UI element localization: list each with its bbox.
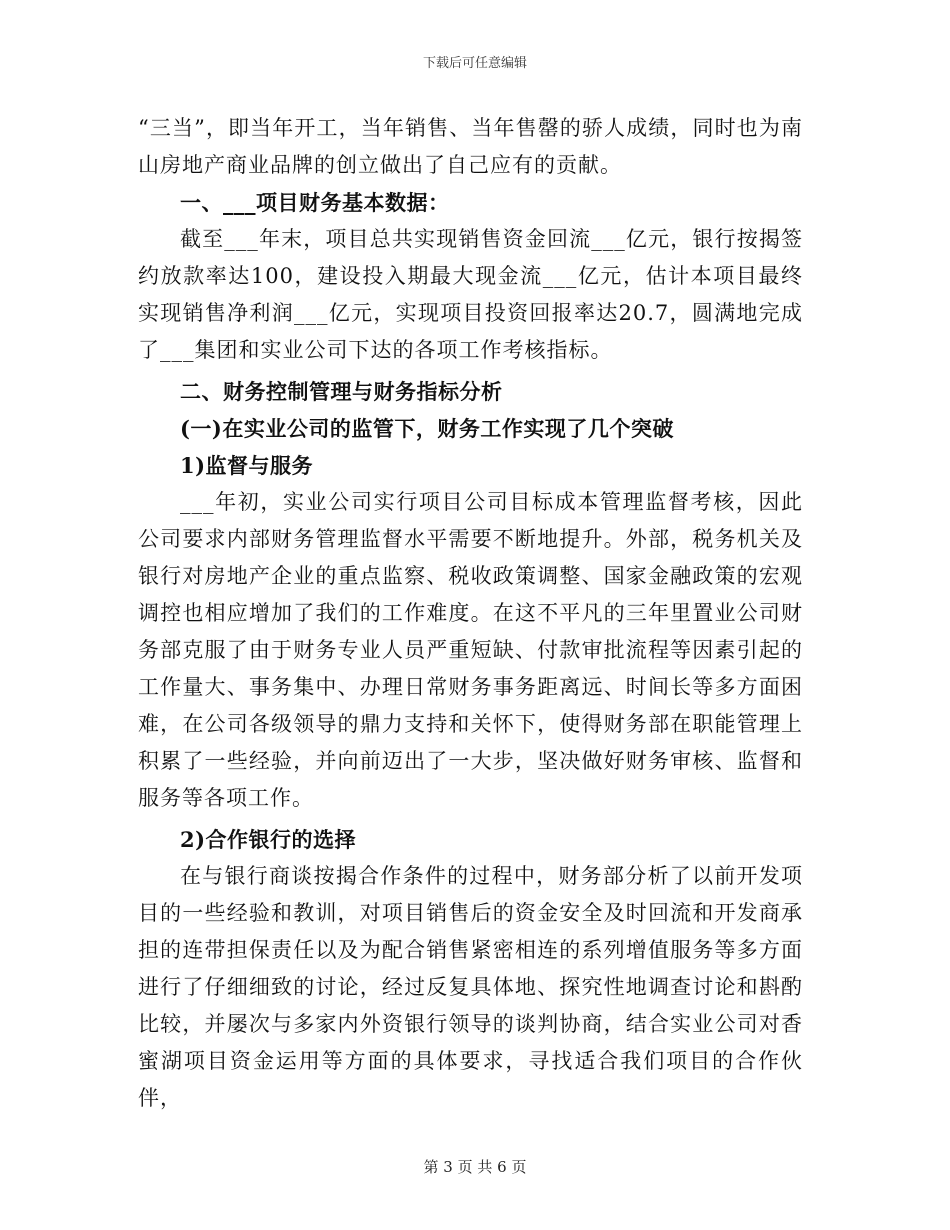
- page-footer: 第 3 页 共 6 页: [423, 1158, 527, 1176]
- paragraph-financial-data: 截至___年末，项目总共实现销售资金回流___亿元，银行按揭签约放款率达100，建设投入期最大现金流___亿元，估计本项目最终实现销售净利润___亿元，实现项目投资回报率达20.7，圆满地完成了___集团和实业公司下达的各项工作考核指标。: [138, 227, 803, 362]
- item-heading-bank-selection: 2)合作银行的选择: [180, 827, 357, 852]
- item-heading-supervision: 1)监督与服务: [180, 453, 314, 478]
- paragraph-intro: “三当”，即当年开工，当年销售、当年售罄的骄人成绩，同时也为南山房地产商业品牌的创立做出了自己应有的贡献。: [138, 116, 803, 177]
- paragraph-supervision: ___年初，实业公司实行项目公司目标成本管理监督考核，因此公司要求内部财务管理监督水平需要不断地提升。外部，税务机关及银行对房地产企业的重点监察、税收政策调整、国家金融政策的宏观调控也相应增加了我们的工作难度。在这不平凡的三年里置业公司财务部克服了由于财务专业人员严重短缺、付款审批流程等因素引起的工作量大、事务集中、办理日常财务事务距离远、时间长等多方面困难，在公司各级领导的鼎力支持和关怀下，使得财务部在职能管理上积累了一些经验，并向前迈出了一大步，坚决做好财务审核、监督和服务等各项工作。: [138, 490, 803, 810]
- document-body: [138, 110, 803, 1117]
- section-heading-2: 二、财务控制管理与财务指标分析: [180, 379, 503, 404]
- paragraph-bank-selection: 在与银行商谈按揭合作条件的过程中，财务部分析了以前开发项目的一些经验和教训，对项目销售后的资金安全及时回流和开发商承担的连带担保责任以及为配合销售紧密相连的系列增值服务等多方面进行了仔细细致的讨论，经过反复具体地、探究性地调查讨论和斟酌比较，并屡次与多家内外资银行领导的谈判协商，结合实业公司对香蜜湖项目资金运用等方面的具体要求，寻找适合我们项目的合作伙伴，: [138, 864, 803, 1110]
- page-header: 下载后可任意编辑: [422, 56, 527, 71]
- section-heading-1: 一、___项目财务基本数据：: [180, 190, 450, 215]
- subsection-heading-1: (一)在实业公司的监管下，财务工作实现了几个突破: [180, 416, 674, 441]
